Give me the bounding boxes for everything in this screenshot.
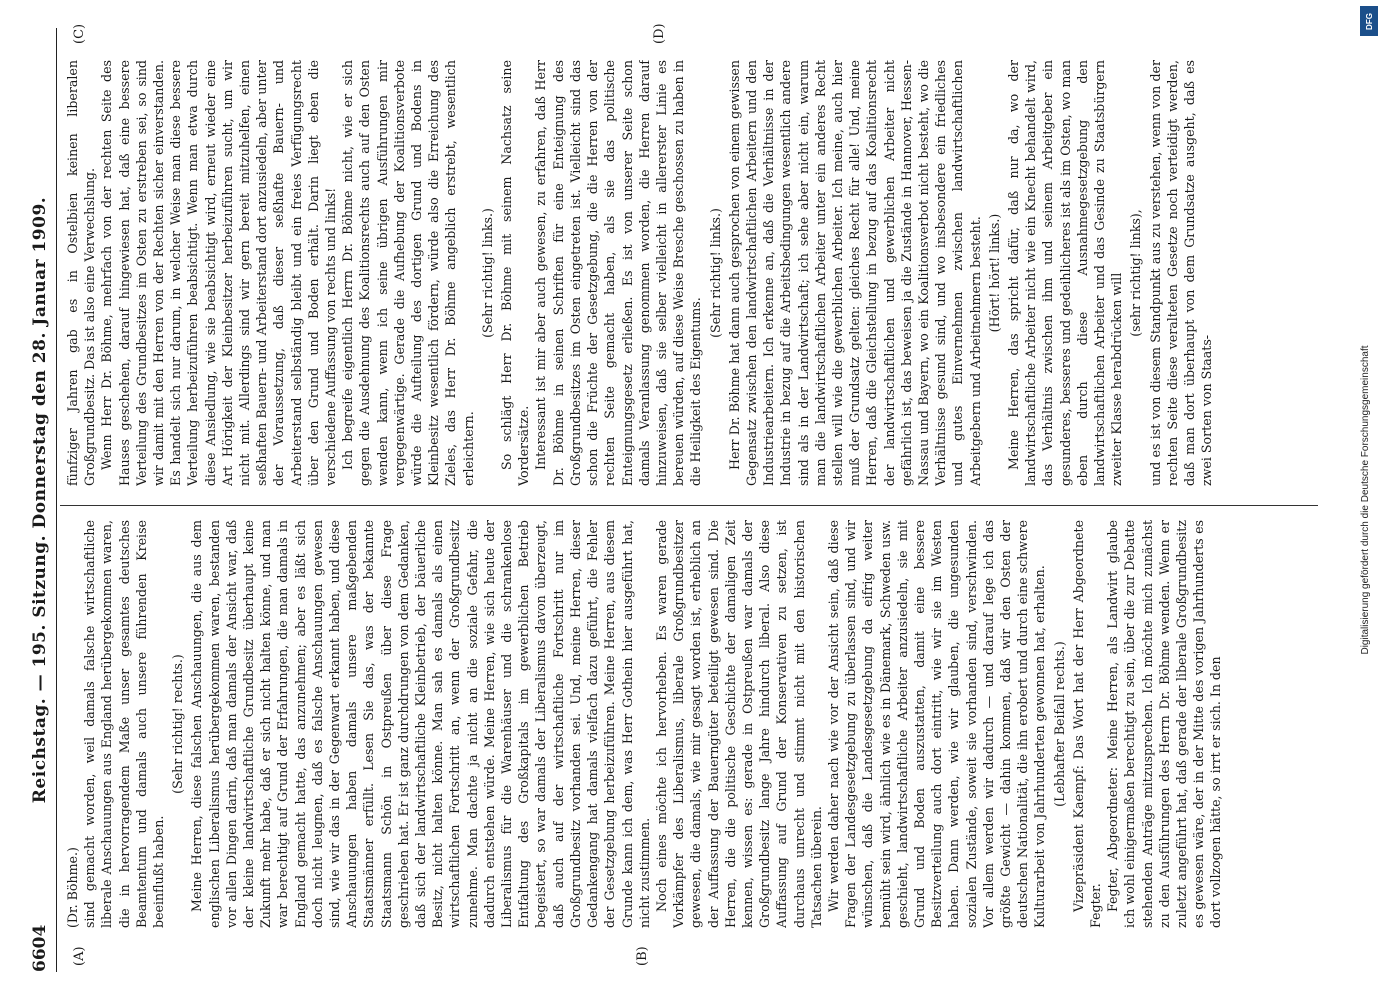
digitization-note [1357,0,1379,1000]
interjection: (Sehr richtig! links.) [707,208,723,338]
interjection: (Sehr richtig! links.) [479,208,495,338]
paragraph: Noch eines möchte ich hervorheben. Es waren gerade Vorkämpfer des Liberalismus, liberale Großgrundbesitzer gewesen, die damals, wie mir gesagt worden ist, erheblich an der Auffassung der Bauerngüter beteiligt gewesen sind. Die Herren, die die politische Geschichte der damaligen Zeit kennen, wissen es: gerade in Ostpreußen war damals der Großgrundbesitz lange Jahre hindurch liberal. Also diese Auffassung auf Grund der Konservativen zu setzen, ist durchaus unrecht und stimmt nicht mit den historischen Tatsachen überein. [653,520,824,928]
paragraph: Ich begreife eigentlich Herrn Dr. Böhme nicht, wie er sich gegen die Ausdehnung des Koalitionsrechts auch auf den Osten wenden kann, wenn ich seine übrigen Ausführungen mir vergegenwärtige. Gerade die Aufhebung der Koalitionsverbote würde die Aufteilung des dortigen Grund und Bodens in Kleinbesitz wesentlich fördern, würde also die Erreichung des Zieles, das Herr Dr. Böhme angeblich erstrebt, wesentlich erleichtern. [340,60,476,486]
page-header [28,28,57,972]
speaker-note: (Dr. Böhme.) [65,847,80,928]
interjection: (Sehr richtig! rechts.) [170,654,186,794]
paragraph: und es ist von diesem Standpunkt aus zu verstehen, wenn von der rechten Seite diese veralteten Gesetze noch verteidigt werden, daß man dort überhaupt von dem Grundsatze ausgeht, daß es zwei Sorten von Staats- [1147,60,1215,486]
interjection: (Lebhafter Beifall rechts.) [1051,641,1067,807]
margin-marker-a: (A) [72,946,87,966]
right-column [64,60,1316,486]
paragraph: Interessant ist mir aber auch gewesen, zu erfahren, daß Herr Dr. Böhme in seinen Schriften für eine Enteignung des Großgrundbesitzes im Osten eingetreten ist. Vielleicht sind das schon die Früchte der Gesetzgebung, die die Herren von der rechten Seite gemacht haben, als sie das politische Enteignungsgesetz erließen. Es ist von unserer Seite schon damals Veranlassung genommen worden, die Herren darauf hinzuweisen, daß sie selber vielleicht in allererster Linie es bereuen würden, auf diese Weise Bresche geschossen zu haben in die Heiligkeit des Eigentums. [533,60,704,486]
paragraph: sind gemacht worden, weil damals falsche wirtschaftliche liberale Anschauungen aus England herübergekommen waren, die in hervorragendem Maße unser gesamtes deutsches Beamtentum und damals auch unsere führenden Kreise beeinflußt haben. [82,520,167,928]
speaker-intro: Vizepräsident Kaempf: Das Wort hat der Herr Abgeordnete Fegter. [1070,520,1103,928]
paragraph: fünfziger Jahren gab es in Ostelbien keinen liberalen Großgrundbesitz. Das ist also eine Verwechslung. [65,60,98,486]
paragraph: Fegter, Abgeordneter: Meine Herren, als Landwirt glaube ich wohl einigermaßen berechtigt zu sein, über die zur Debatte stehenden Anträge mitzusprechen. Ich möchte mich zunächst zu den Ausführungen des Herrn Dr. Böhme wenden. Wenn er zuletzt angeführt hat, daß gerade der liberale Großgrundbesitz es gewesen wäre, der in der Mitte des vorigen Jahrhunderts es dort vollzogen hätte, so irrt er sich. In den [1105,520,1224,928]
dfg-logo: DFG [1360,6,1378,36]
paragraph: Herr Dr. Böhme hat dann auch gesprochen von einem gewissen Gegensatz zwischen den landwirtschaftlichen Arbeitern und den Industriearbeitern. Ich erkenne an, daß die Verhältnisse in der Industrie in bezug auf die Arbeitsbedingungen wesentlich andere sind als in der Landwirtschaft; ich sehe aber nicht ein, warum man die landwirtschaftlichen Arbeiter unter ein anderes Recht stellen will wie die gewerblichen Arbeiter. Ich meine, auch hier muß der Grundsatz gelten: gleiches Recht für alle! Und, meine Herren, daß die Gleichstellung in bezug auf das Koalitionsrecht der landwirtschaftlichen und gewerblichen Arbeiter nicht gefährlich ist, das beweisen ja die Zustände in Hannover, Hessen-Nassau und Bayern, wo ein Koalitionsverbot nicht besteht, wo die Verhältnisse gesund sind, und wo insbesondere ein friedliches und gutes Einvernehmen zwischen landwirtschaftlichen Arbeitgebern und Arbeitnehmern besteht. [726,60,983,486]
paragraph: Meine Herren, das spricht dafür, daß nur da, wo der landwirtschaftliche Arbeiter nicht wie ein Knecht behandelt wird, das Verhältnis zwischen ihm und seinem Arbeitgeber ein gesunderes, besseres und gedeihlicheres ist als im Osten, wo man eben durch diese Ausnahmegesetzgebung den landwirtschaftlichen Arbeiter und das Gesinde zu Staatsbürgern zweiter Klasse herabdrücken will [1005,60,1125,486]
paragraph: Meine Herren, diese falschen Anschauungen, die aus dem englischen Liberalismus herübergekommen waren, bestanden vor allen Dingen darin, daß man damals der Ansicht war, daß der kleine landwirtschaftliche Grundbesitz überhaupt keine Zukunft mehr habe, daß er sich nicht halten könne, und man war berechtigt auf Grund der Erfahrungen, die man damals in England gemacht hatte, das anzunehmen; aber es läßt sich doch nicht leugnen, daß es falsche Anschauungen gewesen sind, wie wir das in der Gegenwart erkannt haben, und diese Anschauungen haben damals unsere maßgebenden Staatsmänner erfüllt. Lesen Sie das, was der bekannte Staatsmann Schön in Ostpreußen über diese Frage geschrieben hat. Er ist ganz durchdrungen von dem Gedanken, daß sich der landwirtschaftliche Kleinbetrieb, der bäuerliche Besitz, nicht halten könne. Man sah es damals als einen wirtschaftlichen Fortschritt an, wenn der Großgrundbesitz zunehme. Man dachte ja nicht an die soziale Gefahr, die dadurch entstehen würde. Meine Herren, wie sich heute der Liberalismus für die Warenhäuser und die schrankenlose Entfaltung des Großkapitals im gewerblichen Betrieb begeistert, so war damals der Liberalismus davon überzeugt, daß auch auf der wirtschaftliche Fortschritt nur im Großgrundbesitz vorhanden sei. Und, meine Herren, dieser Gedankengang hat damals vielfach dazu geführt, die Fehler der Gesetzgebung herbeizuführen. Meine Herren, aus diesem Grunde kann ich dem, was Herr Gothein hier ausgeführt hat, nicht zustimmen. [189,520,652,928]
digitization-note-text: Digitalisierung gefördert durch die Deutsche Forschungsgemeinschaft [1360,345,1371,655]
page-number: 6604 [30,924,50,972]
paragraph: Wir werden daher nach wie vor der Ansicht sein, daß diese Fragen der Landesgesetzgebung zu überlassen sind, und wir wünschen, daß die Landesgesetzgebung da eifrig weiter bemüht sein wird, ähnlich wie es in Dänemark, Schweden usw. geschieht, landwirtschaftliche Arbeiter anzusiedeln, sie mit Grund und Boden auszustatten, damit eine bessere Besitzverteilung auch dort eintritt, wie wir sie im Westen haben. Dann werden, wie wir glauben, die ungesunden sozialen Zustände, soweit sie vorhanden sind, verschwinden. Vor allem werden wir dadurch — und darauf lege ich das größte Gewicht — dahin kommen, daß wir den Osten der deutschen Nationalität, die ihn erobert und durch eine schwere Kulturarbeit von Jahrhunderten gewonnen hat, erhalten. [825,520,1048,928]
column-divider [60,505,1318,506]
margin-marker-b: (B) [635,946,650,966]
interjection: (Hört! hört! links.) [986,213,1002,333]
paragraph: So schlägt Herr Dr. Böhme mit seinem Nachsatz seine Vordersätze. [499,60,532,486]
interjection: (sehr richtig! links), [1128,209,1144,337]
margin-marker-c: (C) [72,23,87,44]
paragraph: Wenn Herr Dr. Böhme, mehrfach von der rechten Seite des Hauses geschehen, darauf hingewiesen hat, daß eine bessere Verteilung des Grundbesitzes im Osten zu erstreben sei, so sind wir damit mit den Herren von der Rechten sicher einverstanden. Es handelt sich nur darum, in welcher Weise man diese bessere Verteilung herbeizuführen beabsichtigt. Wenn man etwa durch diese Ansiedlung, wie sie beabsichtigt wird, erneut wieder eine Art Hörigkeit der Kleinbesitzer herbeizuführen sucht, um wir nicht mit. Allerdings sind wir gern bereit mitzuhelfen, einen seßhaften Bauern- und Arbeiterstand dort anzusiedeln, aber unter der Voraussetzung, daß dieser seßhafte Bauern- und Arbeiterstand selbständig bleibt und ein freies Verfügungsrecht über den Grund und Boden erhält. Darin liegt eben die verschiedene Auffassung von rechts und links! [99,60,339,486]
left-column [64,520,1316,928]
margin-marker-d: (D) [652,23,667,44]
page-title: Reichstag. — 195. Sitzung. Donnerstag den 28. Januar 1909. [30,196,50,804]
